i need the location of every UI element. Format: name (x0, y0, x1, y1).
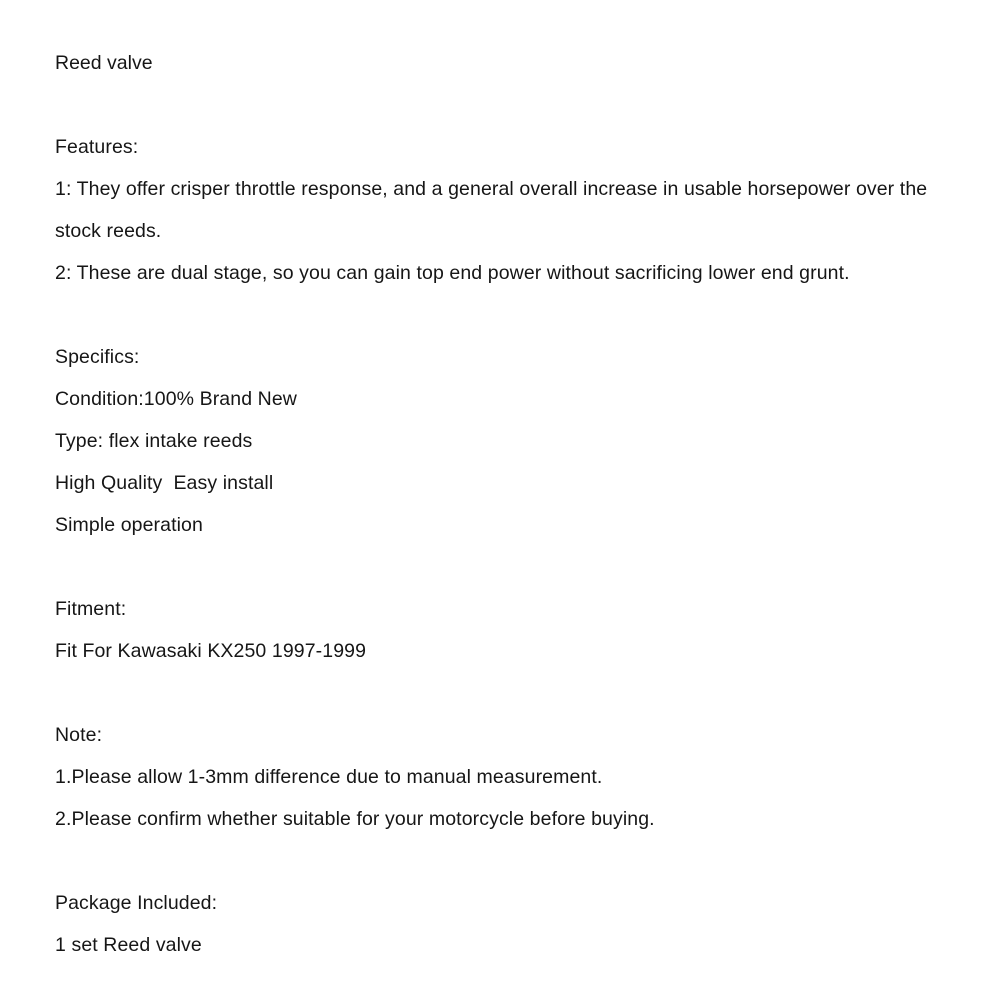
section-line: 1.Please allow 1-3mm difference due to manual measurement. (55, 766, 603, 788)
section-line: Condition:100% Brand New (55, 388, 297, 410)
section-line: 2.Please confirm whether suitable for your motorcycle before buying. (55, 808, 655, 830)
section-heading: Note: (55, 724, 103, 746)
section-heading: Specifics: (55, 346, 140, 368)
section-features (55, 126, 945, 294)
section-line: 2: These are dual stage, so you can gain top end power without sacrificing lower end grunt. (55, 262, 850, 284)
section-package-included (55, 882, 945, 966)
section-line: Type: flex intake reeds (55, 430, 253, 452)
section-line: 1 set Reed valve (55, 934, 202, 956)
section-heading: Package Included: (55, 892, 218, 914)
spacer (55, 546, 945, 588)
section-line: 1: They offer crisper throttle response, and a general overall increase in usable horsepower over the stock reeds. (55, 178, 933, 242)
section-note (55, 714, 945, 840)
section-heading: Features: (55, 136, 139, 158)
section-fitment (55, 588, 945, 672)
section-specifics (55, 336, 945, 546)
section-line: High Quality Easy install (55, 472, 274, 494)
spacer (55, 84, 945, 126)
section-heading: Fitment: (55, 598, 127, 620)
section-line: Simple operation (55, 514, 203, 536)
spacer (55, 672, 945, 714)
spacer (55, 840, 945, 882)
section-line: Fit For Kawasaki KX250 1997-1999 (55, 640, 367, 662)
page-title: Reed valve (55, 52, 153, 74)
spacer (55, 294, 945, 336)
